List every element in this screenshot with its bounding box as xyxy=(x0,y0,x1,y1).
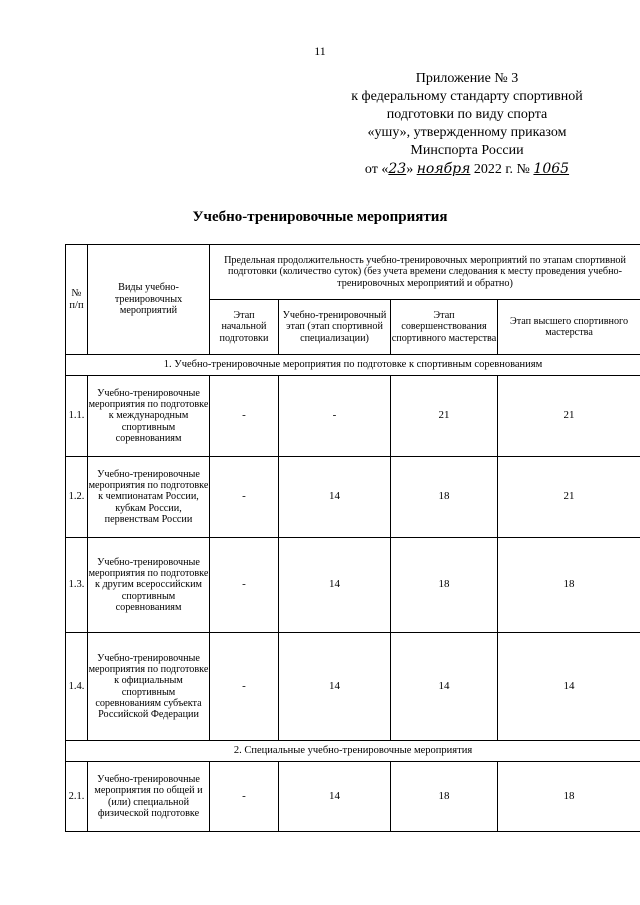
table-row xyxy=(66,633,640,741)
row-value: 14 xyxy=(279,457,391,538)
header-type: Виды учебно-тренировочных мероприятий xyxy=(88,245,210,355)
annex-line: Приложение № 3 xyxy=(415,71,519,86)
order-number: 1065 xyxy=(533,161,570,177)
row-value: 18 xyxy=(391,762,498,832)
date-day: 23 xyxy=(388,161,407,177)
row-num: 1.1. xyxy=(66,376,88,457)
row-value: 14 xyxy=(279,762,391,832)
annex-line: к федеральному стандарту спортивной xyxy=(351,89,583,104)
row-value: - xyxy=(210,762,279,832)
row-value: - xyxy=(210,538,279,633)
row-value: 18 xyxy=(391,457,498,538)
row-value: 14 xyxy=(279,538,391,633)
row-value: 14 xyxy=(391,633,498,741)
row-value: 18 xyxy=(498,762,640,832)
row-name: Учебно-тренировочные мероприятия по подготовке к официальным спортивным соревнованиям субъекта Российской Федерации xyxy=(88,633,210,741)
row-num: 2.1. xyxy=(66,762,88,832)
date-mid: » xyxy=(406,162,414,177)
annex-line: подготовки по виду спорта xyxy=(386,107,548,122)
date-prefix: от « xyxy=(364,162,389,177)
section-header: 1. Учебно-тренировочные мероприятия по подготовке к спортивным соревнованиям xyxy=(66,355,640,376)
row-name: Учебно-тренировочные мероприятия по подготовке к чемпионатам России, кубкам России, первенствам России xyxy=(88,457,210,538)
date-month: ноября xyxy=(416,161,471,177)
row-value: 18 xyxy=(498,538,640,633)
header-stage: Этап высшего спортивного мастерства xyxy=(498,300,640,355)
annex-header xyxy=(327,70,607,179)
table-row xyxy=(66,538,640,633)
section-header: 2. Специальные учебно-тренировочные мероприятия xyxy=(66,741,640,762)
row-name: Учебно-тренировочные мероприятия по подготовке к другим всероссийским спортивным соревнованиям xyxy=(88,538,210,633)
row-value: - xyxy=(210,457,279,538)
row-value: 21 xyxy=(391,376,498,457)
header-stage: Этап начальной подготовки xyxy=(210,300,279,355)
row-value: 18 xyxy=(391,538,498,633)
header-stage: Учебно-тренировочный этап (этап спортивной специализации) xyxy=(279,300,391,355)
annex-line: Минспорта России xyxy=(410,143,524,158)
row-value: 14 xyxy=(279,633,391,741)
header-duration: Предельная продолжительность учебно-тренировочных мероприятий по этапам спортивной подготовки (количество суток) (без учета времени следования к месту проведения учебно-тренировочных мероприятий и обратно) xyxy=(210,245,640,300)
page-number: 11 xyxy=(314,44,326,58)
row-name: Учебно-тренировочные мероприятия по общей и (или) специальной физической подготовке xyxy=(88,762,210,832)
row-value: - xyxy=(210,376,279,457)
events-table xyxy=(65,244,640,832)
row-value: 21 xyxy=(498,376,640,457)
row-num: 1.3. xyxy=(66,538,88,633)
document-title: Учебно-тренировочные мероприятия xyxy=(192,209,448,225)
header-stage: Этап совершенствования спортивного мастерства xyxy=(391,300,498,355)
row-name: Учебно-тренировочные мероприятия по подготовке к международным спортивным соревнованиям xyxy=(88,376,210,457)
row-value: - xyxy=(210,633,279,741)
table-row xyxy=(66,376,640,457)
order-date-line xyxy=(327,160,607,179)
row-num: 1.2. xyxy=(66,457,88,538)
table-row xyxy=(66,457,640,538)
row-num: 1.4. xyxy=(66,633,88,741)
row-value: 21 xyxy=(498,457,640,538)
annex-line: «ушу», утвержденному приказом xyxy=(367,125,567,140)
date-year: 2022 г. № xyxy=(473,162,530,177)
row-value: 14 xyxy=(498,633,640,741)
table-row xyxy=(66,762,640,832)
header-num: № п/п xyxy=(66,245,88,355)
row-value: - xyxy=(279,376,391,457)
